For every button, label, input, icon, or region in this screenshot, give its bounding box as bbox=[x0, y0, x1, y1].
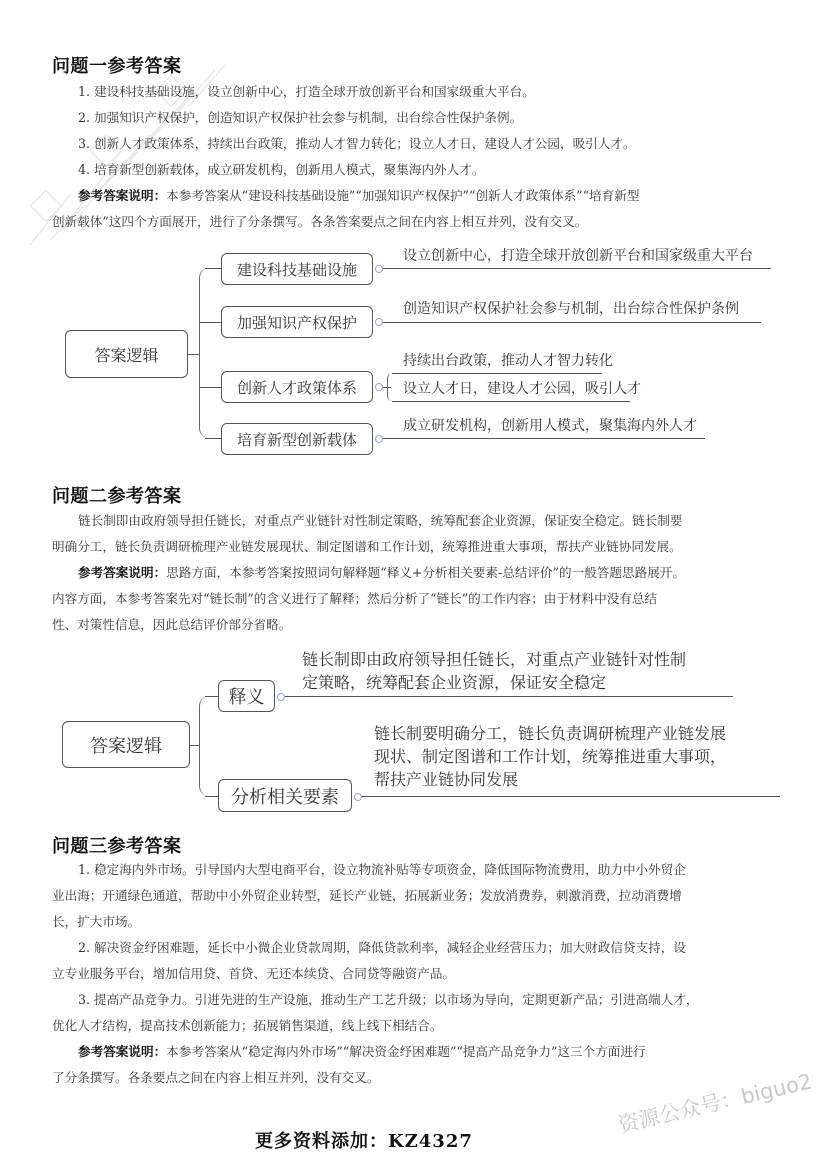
collapse-dot-icon bbox=[375, 318, 383, 326]
q2-para-cont: 明确分工，链长负责调研梳理产业链发展现状、制定图谱和工作计划，统筹推进重大事项，帮扶产业链协同发展。 bbox=[52, 539, 682, 554]
q2-branch-2: 分析相关要素 bbox=[218, 779, 352, 812]
q2-para: 链长制即由政府领导担任链长，对重点产业链针对性制定策略，统筹配套企业资源，保证安全稳定。链长制要 bbox=[78, 513, 683, 528]
collapse-dot-icon bbox=[277, 693, 285, 701]
q1-answer-list bbox=[52, 79, 779, 235]
q1-leaf-4: 成立研发机构，创新用人模式，聚集海内外人才 bbox=[403, 418, 697, 434]
q1-branch-3: 创新人才政策体系 bbox=[221, 371, 373, 403]
q3-item-1-cont-1: 业出海；开通绿色通道，帮助中小外贸企业转型，延长产业链，拓展新业务；发放消费券，刺激消费，拉动消费增 bbox=[52, 888, 682, 903]
q1-note-cont: 创新载体”这四个方面展开，进行了分条撰写。各条答案要点之间在内容上相互并列，没有交叉。 bbox=[52, 214, 588, 229]
q2-leaf-2a: 链长制要明确分工，链长负责调研梳理产业链发展 bbox=[374, 724, 727, 743]
q1-leaf-2: 创造知识产权保护社会参与机制，出台综合性保护条例 bbox=[403, 301, 739, 317]
q1-item-2: 2. 加强知识产权保护，创造知识产权保护社会参与机制，出台综合性保护条例。 bbox=[78, 110, 523, 125]
collapse-dot-icon bbox=[354, 793, 362, 801]
q2-branch-1: 释义 bbox=[218, 680, 275, 712]
q1-branch-1: 建设科技基础设施 bbox=[221, 253, 373, 285]
q1-leaf-3b: 设立人才日，建设人才公园，吸引人才 bbox=[403, 381, 641, 397]
q1-branch-2: 加强知识产权保护 bbox=[221, 306, 373, 338]
collapse-dot-icon bbox=[375, 265, 383, 273]
q1-item-1: 1. 建设科技基础设施，设立创新中心，打造全球开放创新平台和国家级重大平台。 bbox=[78, 84, 535, 99]
q2-answer bbox=[52, 508, 779, 638]
q2-mindmap-root: 答案逻辑 bbox=[62, 721, 190, 768]
q3-answer-list bbox=[52, 857, 779, 1091]
q2-leaf-1b: 定策略，统筹配套企业资源，保证安全稳定 bbox=[302, 673, 607, 692]
q1-leaf-3a: 持续出台政策，推动人才智力转化 bbox=[403, 353, 613, 369]
collapse-dot-icon bbox=[375, 383, 383, 391]
q1-item-3: 3. 创新人才政策体系，持续出台政策，推动人才智力转化；设立人才日，建设人才公园，吸引人才。 bbox=[78, 136, 636, 151]
q3-note-cont: 了分条撰写。各条要点之间在内容上相互并列，没有交叉。 bbox=[52, 1070, 380, 1085]
q2-leaf-1a: 链长制即由政府领导担任链长，对重点产业链针对性制 bbox=[302, 650, 687, 669]
q1-item-4: 4. 培育新型创新载体，成立研发机构，创新用人模式，聚集海内外人才。 bbox=[78, 162, 485, 177]
q2-note: 参考答案说明：思路方面，本参考答案按照词句解释题“释义+分析相关要素-总结评价”的一般答题思路展开。 bbox=[78, 565, 685, 580]
q3-item-2-cont: 立专业服务平台，增加信用贷、首贷、无还本续贷、合同贷等融资产品。 bbox=[52, 966, 455, 981]
q1-branch-4: 培育新型创新载体 bbox=[221, 423, 373, 455]
footer-watermark: 资源公众号：biguo2 bbox=[615, 1069, 815, 1138]
q1-title: 问题一参考答案 bbox=[52, 56, 182, 77]
q3-item-1: 1. 稳定海内外市场。引导国内大型电商平台，设立物流补贴等专项资金，降低国际物流费用，助力中小外贸企 bbox=[78, 862, 686, 877]
q3-title: 问题三参考答案 bbox=[52, 836, 182, 857]
q2-note-cont-1: 内容方面，本参考答案先对“链长制”的含义进行了解释；然后分析了“链长”的工作内容；由于材料中没有总结 bbox=[52, 591, 658, 606]
q3-item-3: 3. 提高产品竞争力。引进先进的生产设施，推动生产工艺升级；以市场为导向，定期更新产品；引进高端人才， bbox=[78, 992, 699, 1007]
q3-item-2: 2. 解决资金纾困难题，延长中小微企业贷款周期，降低贷款利率，减轻企业经营压力；加大财政信贷支持，设 bbox=[78, 940, 686, 955]
q2-note-cont-2: 性、对策性信息，因此总结评价部分省略。 bbox=[52, 617, 292, 632]
q1-note: 参考答案说明：本参考答案从“建设科技基础设施”“加强知识产权保护”“创新人才政策体系”“培育新型 bbox=[78, 188, 640, 203]
q2-leaf-2c: 帮扶产业链协同发展 bbox=[374, 770, 519, 789]
q1-mindmap-root: 答案逻辑 bbox=[65, 330, 188, 378]
q2-leaf-2b: 现状、制定图谱和工作计划，统筹推进重大事项， bbox=[374, 747, 727, 766]
collapse-dot-icon bbox=[375, 435, 383, 443]
q2-title: 问题二参考答案 bbox=[52, 486, 182, 507]
q3-note: 参考答案说明：本参考答案从“稳定海内外市场”“解决资金纾困难题”“提高产品竞争力”这三个方面进行 bbox=[78, 1044, 646, 1059]
q3-item-3-cont: 优化人才结构，提高技术创新能力；拓展销售渠道，线上线下相结合。 bbox=[52, 1018, 443, 1033]
q1-leaf-1: 设立创新中心，打造全球开放创新平台和国家级重大平台 bbox=[403, 248, 753, 264]
footer-contact: 更多资料添加：KZ4327 bbox=[255, 1131, 473, 1152]
q3-item-1-cont-2: 长，扩大市场。 bbox=[52, 914, 141, 929]
